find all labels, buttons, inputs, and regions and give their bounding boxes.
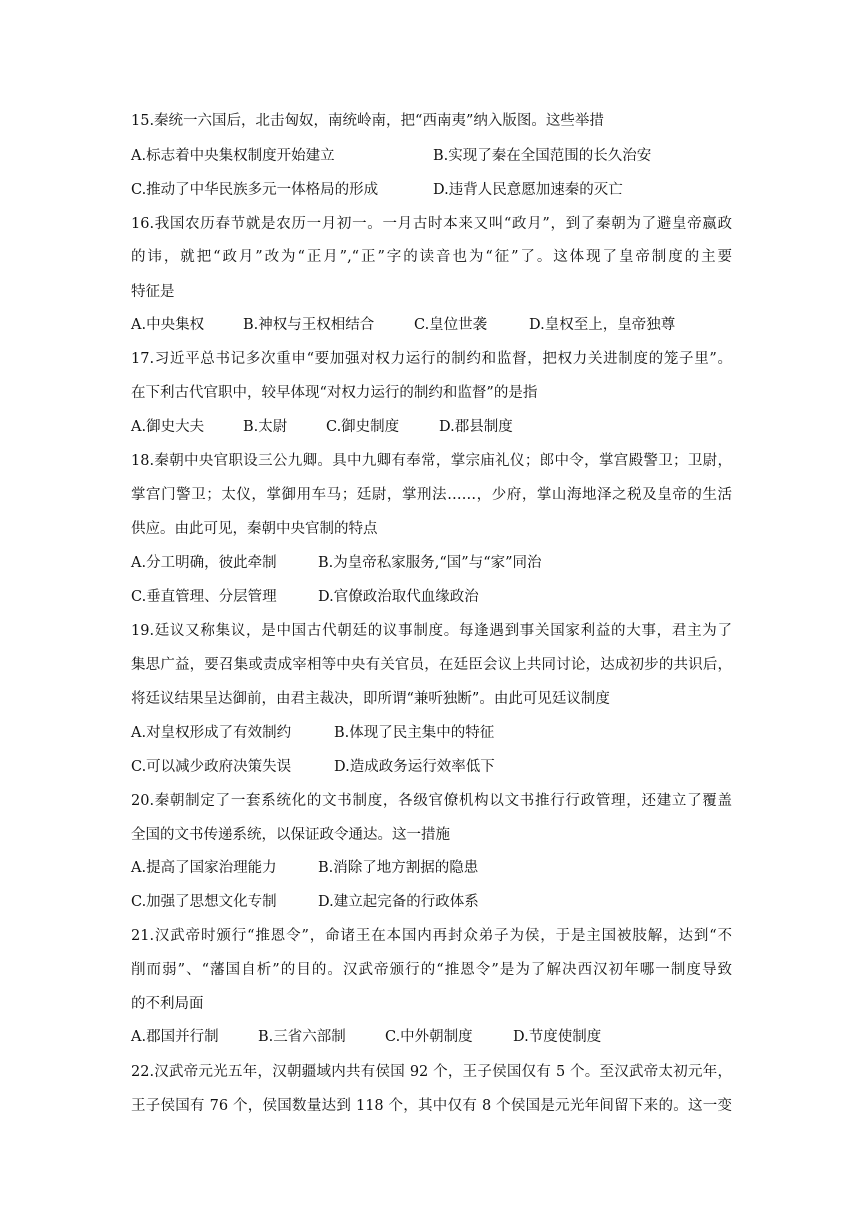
- question-16-option-c: C.皇位世袭: [414, 317, 488, 333]
- question-18-option-a: A.分工明确，彼此牵制: [131, 555, 277, 571]
- question-21-stem-line-3: 的不利局面: [131, 996, 204, 1012]
- question-17-option-d: D.郡县制度: [439, 419, 513, 435]
- question-15-stem-line-1: 15.秦统一六国后，北击匈奴，南统岭南，把“西南夷”纳入版图。这些举措: [131, 113, 604, 129]
- question-15-option-a: A.标志着中央集权制度开始建立: [131, 148, 335, 164]
- question-15-option-d: D.违背人民意愿加速秦的灭亡: [433, 182, 623, 198]
- question-21-stem-line-2: 削而弱”、“藩国自析”的目的。汉武帝颁行的“推恩令”是为了解决西汉初年哪一制度导致: [131, 962, 732, 978]
- question-18-stem-line-3: 供应。由此可见，秦朝中央官制的特点: [131, 521, 378, 537]
- question-18-stem-line-2: 掌宫门警卫；太仪，掌御用车马；廷尉，掌刑法……，少府，掌山海地泽之税及皇帝的生活: [131, 487, 732, 503]
- question-18-option-d: D.官僚政治取代血缘政治: [318, 589, 479, 605]
- question-22-stem-line-1: 22.汉武帝元光五年，汉朝疆域内共有侯国 92 个，王子侯国仅有 5 个。至汉武帝太初元年，: [131, 1064, 732, 1080]
- question-16-stem-line-1: 16.我国农历春节就是农历一月初一。一月古时本来又叫“政月”，到了秦朝为了避皇帝嬴政: [131, 216, 732, 232]
- question-21-option-a: A.郡国并行制: [131, 1029, 219, 1045]
- question-22-stem-line-2: 王子侯国有 76 个，侯国数量达到 118 个，其中仅有 8 个侯国是元光年间留下来的。这一变: [131, 1098, 732, 1114]
- question-18-stem-line-1: 18.秦朝中央官职设三公九卿。具中九卿有奉常，掌宗庙礼仪；郎中令，掌宫殿警卫；卫尉，: [131, 453, 732, 469]
- question-19-option-d: D.造成政务运行效率低下: [334, 759, 495, 775]
- question-17-option-b: B.太尉: [243, 419, 288, 435]
- question-21-option-b: B.三省六部制: [258, 1029, 346, 1045]
- question-18-option-b: B.为皇帝私家服务,“国”与“家”同治: [318, 555, 542, 571]
- question-19-option-b: B.体现了民主集中的特征: [334, 725, 495, 741]
- question-20-option-a: A.提高了国家治理能力: [131, 860, 277, 876]
- question-21-option-d: D.节度使制度: [513, 1029, 602, 1045]
- question-19-option-a: A.对皇权形成了有效制约: [131, 725, 292, 741]
- question-17-stem-line-1: 17.习近平总书记多次重申“要加强对权力运行的制约和监督，把权力关进制度的笼子里”。: [131, 351, 732, 367]
- question-19-stem-line-2: 集思广益，要召集或责成宰相等中央有关官员，在廷臣会议上共同讨论，达成初步的共识后，: [131, 657, 732, 673]
- question-15-option-c: C.推动了中华民族多元一体格局的形成: [131, 182, 379, 198]
- question-21-stem-line-1: 21.汉武帝时颁行“推恩令”，命诸王在本国内再封众弟子为侯，于是主国被肢解，达到“不: [131, 928, 732, 944]
- question-19-option-c: C.可以减少政府决策失误: [131, 759, 292, 775]
- question-17-option-a: A.御史大夫: [131, 419, 205, 435]
- question-15-option-b: B.实现了秦在全国范围的长久治安: [433, 148, 652, 164]
- question-18-option-c: C.垂直管理、分层管理: [131, 589, 277, 605]
- question-16-stem-line-3: 特征是: [131, 284, 175, 300]
- question-19-stem-line-3: 将廷议结果呈达御前，由君主裁决，即所谓“兼听独断”。由此可见廷议制度: [131, 691, 610, 707]
- question-16-stem-line-2: 的讳，就把“政月”改为“正月”,“正”字的读音也为“征”了。这体现了皇帝制度的主要: [131, 249, 732, 265]
- question-16-option-b: B.神权与王权相结合: [243, 317, 375, 333]
- question-20-stem-line-1: 20.秦朝制定了一套系统化的文书制度，各级官僚机构以文书推行行政管理，还建立了覆盖: [131, 793, 732, 809]
- question-21-option-c: C.中外朝制度: [385, 1029, 473, 1045]
- question-20-option-c: C.加强了思想文化专制: [131, 894, 277, 910]
- question-17-stem-line-2: 在下利古代官职中，较早体现“对权力运行的制约和监督”的是指: [131, 385, 538, 401]
- question-16-option-a: A.中央集权: [131, 317, 205, 333]
- question-20-stem-line-2: 全国的文书传递系统，以保证政令通达。这一措施: [131, 827, 450, 843]
- question-20-option-d: D.建立起完备的行政体系: [318, 894, 479, 910]
- question-17-option-c: C.御史制度: [326, 419, 400, 435]
- question-19-stem-line-1: 19.廷议又称集议，是中国古代朝廷的议事制度。每逢遇到事关国家利益的大事，君主为了: [131, 623, 732, 639]
- question-16-option-d: D.皇权至上，皇帝独尊: [529, 317, 676, 333]
- question-20-option-b: B.消除了地方割据的隐患: [318, 860, 479, 876]
